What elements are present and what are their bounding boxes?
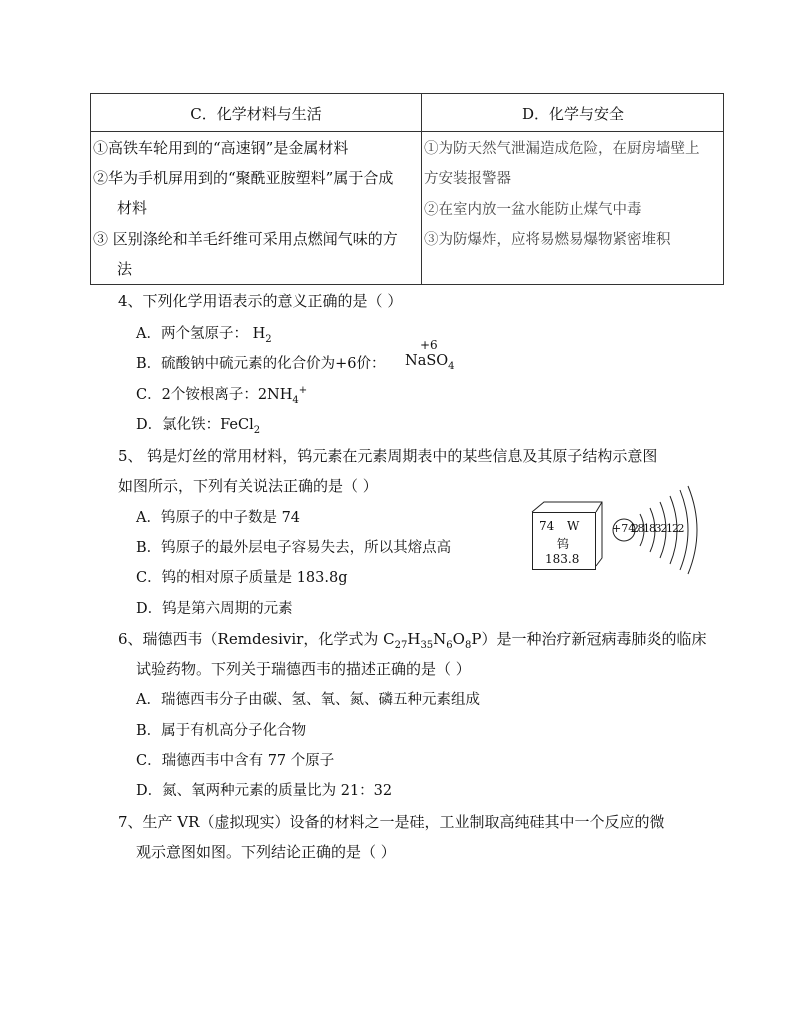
table-c-line: ②华为手机屏用到的“聚酰亚胺塑料”属于合成 bbox=[93, 169, 394, 187]
table-header-c: C．化学材料与生活 bbox=[190, 105, 322, 123]
table-divider-horizontal bbox=[91, 131, 723, 132]
element-atomic-number: 74 bbox=[539, 519, 555, 533]
q4-option-d: D．氯化铁：FeCl$_2$ bbox=[136, 417, 261, 436]
element-symbol: W bbox=[567, 519, 580, 533]
q4-b-valence: +6 bbox=[420, 338, 438, 352]
q6-option-c: C．瑞德西韦中含有 77 个原子 bbox=[136, 753, 335, 769]
q4-b-formula: NaSO$_4$ bbox=[405, 353, 455, 372]
electron-shell-counts: 2 8 18 32 12 2 bbox=[632, 522, 684, 535]
table-c-line: 材料 bbox=[117, 199, 148, 217]
nucleus-charge: +74 bbox=[612, 522, 636, 535]
shell-arc-6 bbox=[688, 486, 697, 574]
table-d-line: 方安装报警器 bbox=[424, 171, 511, 187]
table-d-line: ③为防爆炸，应将易燃易爆物紧密堆积 bbox=[424, 232, 671, 248]
question-5-stem-line1: 5、 钨是灯丝的常用材料，钨元素在元素周期表中的某些信息及其原子结构示意图 bbox=[118, 447, 658, 465]
element-name: 钨 bbox=[557, 537, 570, 551]
question-7-stem-line1: 7、生产 VR（虚拟现实）设备的材料之一是硅，工业制取高纯硅其中一个反应的微 bbox=[118, 813, 665, 831]
q6-option-b: B．属于有机高分子化合物 bbox=[136, 723, 307, 739]
question-5-stem-line2: 如图所示，下列有关说法正确的是（ ） bbox=[118, 477, 378, 495]
q4-option-c: C．2个铵根离子：$2NH_4^+$ bbox=[136, 385, 308, 406]
question-6-stem-line1: 6、瑞德西韦（Remdesivir，化学式为 $C_{27}H_{35}N_6O_8P$）是一种治疗新冠病毒肺炎的临床 bbox=[118, 630, 707, 651]
table-c-line: ③ 区别涤纶和羊毛纤维可采用点燃闻气味的方 bbox=[93, 230, 398, 248]
q4-option-b: B．硫酸钠中硫元素的化合价为+6价： bbox=[136, 356, 386, 372]
q5-option-a: A．钨原子的中子数是 74 bbox=[136, 510, 301, 526]
question-6-stem-line2: 试验药物。下列关于瑞德西韦的描述正确的是（ ） bbox=[136, 660, 471, 678]
table-header-d: D．化学与安全 bbox=[521, 105, 625, 123]
table-c-line: 法 bbox=[117, 260, 133, 278]
element-cell-tungsten bbox=[532, 512, 596, 570]
element-atomic-mass: 183.8 bbox=[545, 552, 580, 566]
q4-option-a: A．两个氢原子： $H_2$ bbox=[136, 326, 272, 345]
table-d-line: ①为防天然气泄漏造成危险，在厨房墙壁上 bbox=[424, 141, 700, 157]
question-4-stem: 4、下列化学用语表示的意义正确的是（ ） bbox=[118, 292, 403, 310]
q6-option-a: A．瑞德西韦分子由碳、氢、氧、氮、磷五种元素组成 bbox=[136, 692, 480, 708]
q5-option-d: D．钨是第六周期的元素 bbox=[136, 601, 293, 617]
table-c-line: ①高铁车轮用到的“高速钢”是金属材料 bbox=[93, 139, 349, 157]
q5-option-b: B．钨原子的最外层电子容易失去，所以其熔点高 bbox=[136, 540, 452, 556]
q5-option-c: C．钨的相对原子质量是 183.8g bbox=[136, 570, 348, 586]
question-7-stem-line2: 观示意图如图。下列结论正确的是（ ） bbox=[136, 843, 396, 861]
q6-option-d: D．氮、氧两种元素的质量比为 21：32 bbox=[136, 783, 393, 799]
table-d-line: ②在室内放一盆水能防止煤气中毒 bbox=[424, 202, 642, 218]
knowledge-table bbox=[90, 93, 724, 285]
